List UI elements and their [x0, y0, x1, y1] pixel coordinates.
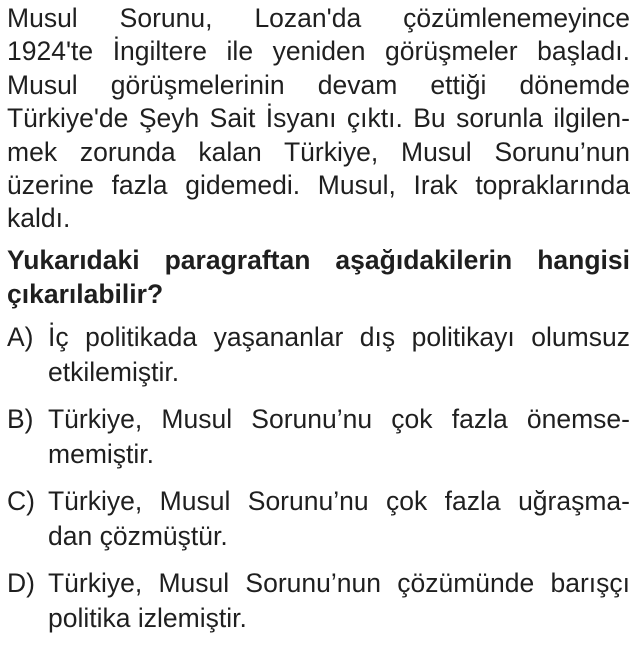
- option-letter: D): [7, 567, 35, 598]
- passage-line: üzerine fazla gidemedi. Musul, Irak topraklarında: [7, 169, 630, 200]
- question-line: çıkarılabilir?: [7, 278, 164, 309]
- passage-line: Türkiye'de Şeyh Sait İsyanı çıktı. Bu sorunla ilgilen-: [7, 103, 630, 134]
- passage-line: Musul Sorunu, Lozan'da çözümlenemeyince: [7, 3, 630, 33]
- option-text-line: etkilemiştir.: [48, 356, 180, 387]
- option-text-line: İç politikada yaşananlar dış politikayı olumsuz: [48, 321, 630, 352]
- option-a[interactable]: [7, 320, 630, 390]
- passage-line: kaldı.: [7, 203, 71, 234]
- option-b[interactable]: [7, 402, 630, 472]
- option-c[interactable]: [7, 484, 630, 554]
- question-page: [7, 0, 630, 648]
- question-line: Yukarıdaki paragraftan aşağıdakilerin hangisi: [7, 244, 630, 275]
- option-letter: B): [7, 403, 34, 434]
- option-text-line: dan çözmüştür.: [48, 520, 228, 551]
- option-text-line: memiştir.: [48, 438, 154, 469]
- option-text-line: politika izlemiştir.: [48, 602, 247, 633]
- passage-line: 1924'te İngiltere ile yeniden görüşmeler başladı.: [7, 36, 630, 67]
- option-text-line: Türkiye, Musul Sorunu’nu çok fazla uğraşma-: [48, 485, 630, 516]
- passage-line: Musul görüşmelerinin devam ettiği dönemde: [7, 69, 630, 100]
- passage-paragraph: [7, 2, 630, 236]
- option-letter: C): [7, 485, 35, 516]
- option-letter: A): [7, 321, 34, 352]
- passage-line: mek zorunda kalan Türkiye, Musul Sorunu’nun: [7, 136, 630, 167]
- option-text-line: Türkiye, Musul Sorunu’nu çok fazla önemse-: [48, 403, 630, 434]
- question-stem: [7, 243, 630, 311]
- option-text-line: Türkiye, Musul Sorunu’nun çözümünde barışçı: [48, 567, 630, 598]
- answer-options: [7, 320, 630, 636]
- option-d[interactable]: [7, 566, 630, 636]
